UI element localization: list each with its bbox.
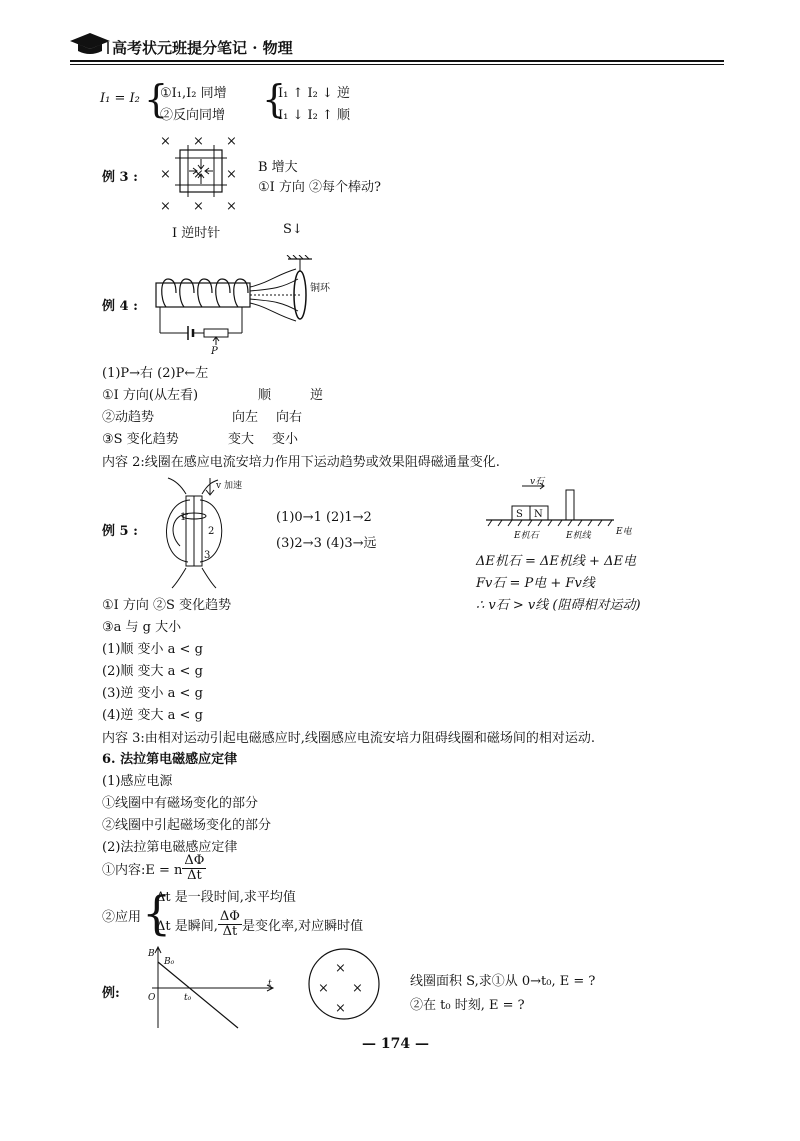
graph-axis-t: t (268, 979, 272, 989)
ex4-row3-label: ③S 变化趋势 (102, 432, 179, 447)
ex5-questions-1: ①I 方向 ②S 变化趋势 (102, 598, 232, 613)
example-question-2: ②在 t₀ 时刻, E = ? (410, 998, 525, 1013)
example-label: 例: (102, 986, 120, 1001)
ex3-mark: × (160, 134, 171, 149)
svg-text:×: × (193, 167, 204, 182)
summary-lhs: I₁ = I₂ (100, 91, 140, 106)
energy-e-magnet: E机石 (514, 531, 539, 541)
ex5-v-label: v 加速 (216, 481, 242, 491)
faraday-content (102, 854, 206, 883)
svg-text:×: × (193, 199, 204, 214)
ex4-row1-case2: 逆 (310, 388, 324, 403)
svg-text:×: × (352, 981, 363, 996)
ex3-answer-s: S↓ (283, 222, 303, 237)
ex4-p-label: P (211, 346, 218, 355)
header-rule (70, 60, 724, 62)
ex4-row2-case2: 向右 (276, 410, 303, 425)
svg-text:×: × (226, 199, 237, 214)
ex4-row3-case2: 变小 (272, 432, 299, 447)
faraday-app-brace: { (142, 886, 172, 940)
graph-origin: O (148, 993, 156, 1003)
svg-text:×: × (193, 134, 204, 149)
ex3-field-diagram (150, 130, 250, 216)
ex4-row3-case1: 变大 (228, 432, 255, 447)
ex3-answer-current: I 逆时针 (172, 226, 221, 241)
ex4-cases: (1)P→右 (2)P←左 (102, 366, 209, 381)
ex4-row1-case1: 顺 (258, 388, 272, 403)
energy-e-coil: E机线 (566, 531, 591, 541)
faraday-app1: Δt 是一段时间,求平均值 (156, 890, 296, 905)
ex5-label: 例 5 : (102, 524, 138, 539)
energy-s-pole: S (516, 509, 523, 520)
svg-text:×: × (335, 961, 346, 976)
faraday-frac-num: ΔΦ (184, 853, 205, 868)
ex3-questions: ①I 方向 ②每个棒动? (258, 180, 382, 195)
faraday-frac-den: Δt (187, 868, 202, 883)
energy-v-stone: v石 (530, 477, 545, 487)
ex5-answer-3: (3)逆 变小 a < g (102, 686, 203, 701)
circular-coil-field (306, 946, 382, 1022)
ex5-pos3: 3 (204, 550, 211, 561)
page-number: — 174 — (362, 1036, 429, 1052)
faraday-app2 (156, 910, 363, 939)
ex4-row2-label: ②动趋势 (102, 410, 155, 425)
content2-text: 内容 2:线圈在感应电流安培力作用下运动趋势或效果阻碍磁通量变化. (102, 455, 500, 470)
faraday-title: 6. 法拉第电磁感应定律 (102, 752, 238, 767)
ex4-solenoid-diagram (150, 255, 350, 355)
ex5-pos1: 1 (180, 512, 187, 523)
summary-res2: I₁ ↓ I₂ ↑ 顺 (278, 108, 351, 123)
summary-brace-right: { (262, 77, 287, 121)
graph-axis-b: B (148, 949, 155, 959)
graduation-cap-icon (68, 30, 112, 58)
ex5-answer-2: (2)顺 变大 a < g (102, 664, 203, 679)
svg-text:×: × (226, 167, 237, 182)
faraday-sub1-b: ②线圈中引起磁场变化的部分 (102, 818, 272, 833)
example-question-1: 线圈面积 S,求①从 0→t₀, E = ? (410, 974, 596, 989)
ex5-magnet-coil-diagram (150, 474, 255, 592)
ex5-pos2: 2 (208, 526, 215, 537)
energy-eq2: Fv石 = P电 + Fv线 (476, 576, 595, 591)
energy-eq3: ∴ v石 > v线 (阻碍相对运动) (476, 598, 641, 613)
summary-res1: I₁ ↑ I₂ ↓ 逆 (278, 86, 351, 101)
svg-text:×: × (318, 981, 329, 996)
energy-eq1: ΔE机石 = ΔE机线 + ΔE电 (476, 554, 636, 569)
ex5-answer-1: (1)顺 变小 a < g (102, 642, 203, 657)
faraday-sub2: (2)法拉第电磁感应定律 (102, 840, 238, 855)
graph-t0: t₀ (184, 993, 192, 1003)
svg-text:×: × (335, 1001, 346, 1016)
header-rule-thin (70, 64, 724, 65)
ex5-stages-row1: (1)0→1 (2)1→2 (276, 510, 372, 525)
ex5-answer-4: (4)逆 变大 a < g (102, 708, 203, 723)
ex3-label: 例 3 : (102, 170, 138, 185)
ex5-questions-2: ③a 与 g 大小 (102, 620, 182, 635)
book-title: 高考状元班提分笔记 · 物理 (112, 39, 293, 57)
faraday-content-prefix: ①内容:E = n (102, 863, 183, 878)
energy-n-pole: N (534, 509, 543, 520)
svg-text:×: × (226, 134, 237, 149)
faraday-app2-b: 是变化率,对应瞬时值 (241, 919, 364, 934)
b-vs-t-graph (142, 944, 278, 1032)
ex4-label: 例 4 : (102, 299, 138, 314)
faraday-app2-a: Δt 是瞬间, (156, 919, 218, 934)
ex4-row2-case1: 向左 (232, 410, 259, 425)
energy-diagram (484, 476, 654, 544)
energy-e-elec: E电 (616, 527, 632, 537)
graph-b0: B₀ (164, 957, 175, 967)
svg-text:×: × (160, 199, 171, 214)
summary-case1: ①I₁,I₂ 同增 (160, 86, 227, 101)
ex3-condition: B 增大 (258, 160, 298, 175)
svg-text:×: × (160, 167, 171, 182)
faraday-app-label: ②应用 (102, 910, 142, 925)
ex5-stages-row2: (3)2→3 (4)3→远 (276, 536, 377, 551)
ex4-ring-label: 铜环 (310, 283, 330, 294)
summary-case2: ②反向同增 (160, 108, 226, 123)
faraday-sub1-a: ①线圈中有磁场变化的部分 (102, 796, 259, 811)
faraday-sub1: (1)感应电源 (102, 774, 173, 789)
faraday-app2-fraction: $\frac{\Delta\Phi}{\Delta t}$ (219, 909, 240, 939)
ex4-row1-label: ①I 方向(从左看) (102, 388, 199, 403)
summary-brace-left: { (144, 77, 169, 121)
content3-text: 内容 3:由相对运动引起电磁感应时,线圈感应电流安培力阻碍线圈和磁场间的相对运动. (102, 731, 596, 746)
faraday-fraction (182, 854, 206, 883)
